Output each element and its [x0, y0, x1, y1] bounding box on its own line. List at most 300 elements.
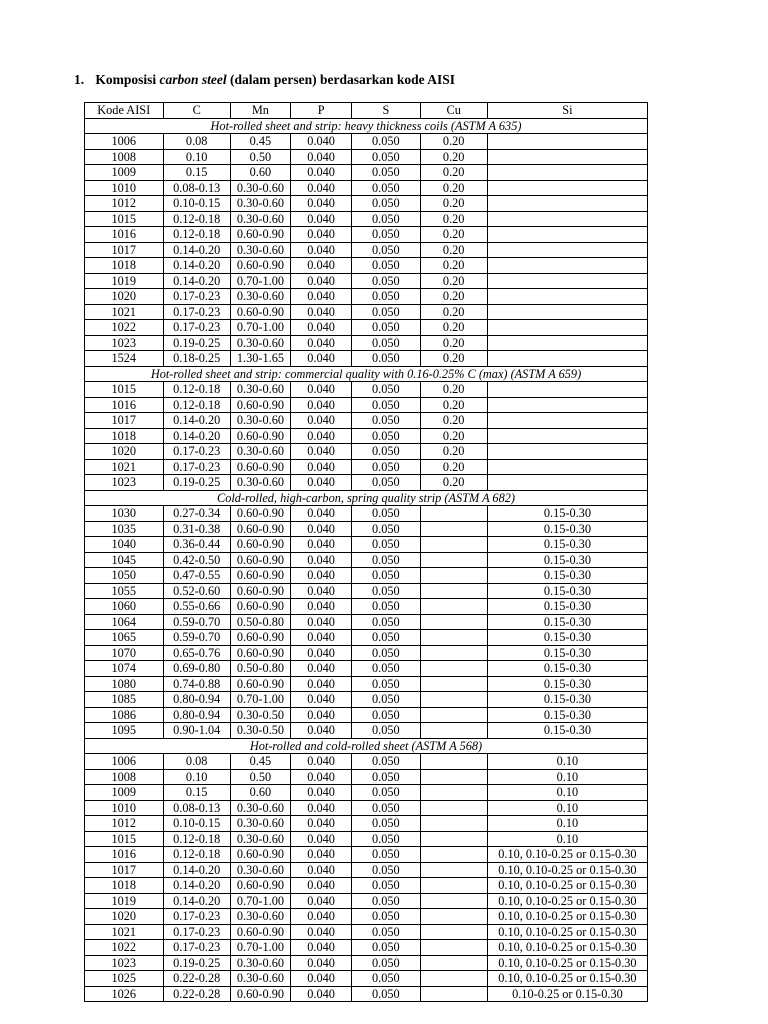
table-cell: 0.15-0.30 — [487, 676, 647, 692]
table-row — [85, 165, 648, 181]
column-header: Mn — [230, 103, 290, 119]
table-cell: 0.70-1.00 — [230, 320, 290, 336]
table-cell: 1080 — [85, 676, 164, 692]
column-header: P — [291, 103, 352, 119]
table-cell: 0.040 — [291, 273, 352, 289]
table-cell — [487, 211, 647, 227]
table-row — [85, 335, 648, 351]
table-cell: 0.59-0.70 — [163, 630, 230, 646]
table-cell: 1015 — [85, 831, 164, 847]
table-cell: 0.36-0.44 — [163, 537, 230, 553]
table-cell: 0.040 — [291, 630, 352, 646]
table-cell — [487, 134, 647, 150]
table-cell: 0.15-0.30 — [487, 599, 647, 615]
table-cell: 0.050 — [352, 335, 420, 351]
table-cell: 1026 — [85, 986, 164, 1002]
table-row — [85, 909, 648, 925]
table-row — [85, 351, 648, 367]
table-cell: 0.30-0.60 — [230, 196, 290, 212]
table-cell: 0.60-0.90 — [230, 537, 290, 553]
table-cell: 1017 — [85, 862, 164, 878]
table-cell: 0.050 — [352, 630, 420, 646]
table-cell: 0.30-0.60 — [230, 335, 290, 351]
table-cell: 1020 — [85, 909, 164, 925]
table-cell: 0.20 — [420, 475, 487, 491]
table-cell: 0.60-0.90 — [230, 521, 290, 537]
table-cell: 1086 — [85, 707, 164, 723]
table-cell — [420, 614, 487, 630]
table-cell: 0.10, 0.10-0.25 or 0.15-0.30 — [487, 924, 647, 940]
heading-text-pre: Komposisi — [95, 72, 157, 87]
table-cell: 0.17-0.23 — [163, 924, 230, 940]
table-cell: 0.60 — [230, 165, 290, 181]
table-cell: 0.17-0.23 — [163, 940, 230, 956]
table-cell: 0.040 — [291, 165, 352, 181]
table-cell: 0.19-0.25 — [163, 955, 230, 971]
table-cell: 0.050 — [352, 242, 420, 258]
table-row — [85, 521, 648, 537]
table-cell: 0.70-1.00 — [230, 893, 290, 909]
table-cell: 0.20 — [420, 289, 487, 305]
table-cell — [487, 273, 647, 289]
table-cell: 0.15-0.30 — [487, 692, 647, 708]
table-cell: 1010 — [85, 800, 164, 816]
table-cell — [487, 397, 647, 413]
table-cell: 1016 — [85, 397, 164, 413]
table-cell: 0.040 — [291, 335, 352, 351]
table-cell — [487, 459, 647, 475]
table-cell: 0.040 — [291, 211, 352, 227]
table-cell: 0.050 — [352, 831, 420, 847]
table-cell: 0.10, 0.10-0.25 or 0.15-0.30 — [487, 971, 647, 987]
table-cell: 0.70-1.00 — [230, 940, 290, 956]
table-cell: 0.050 — [352, 304, 420, 320]
table-cell — [420, 645, 487, 661]
table-cell: 0.050 — [352, 506, 420, 522]
table-cell — [420, 800, 487, 816]
table-row — [85, 878, 648, 894]
table-cell: 0.050 — [352, 273, 420, 289]
table-row — [85, 196, 648, 212]
table-cell: 0.15-0.30 — [487, 537, 647, 553]
table-cell: 0.050 — [352, 413, 420, 429]
table-cell: 0.050 — [352, 397, 420, 413]
table-row — [85, 258, 648, 274]
table-cell: 0.19-0.25 — [163, 335, 230, 351]
table-cell: 0.040 — [291, 382, 352, 398]
table-row — [85, 676, 648, 692]
table-cell: 0.60-0.90 — [230, 397, 290, 413]
table-cell: 0.050 — [352, 723, 420, 739]
table-cell: 0.050 — [352, 707, 420, 723]
table-row — [85, 940, 648, 956]
table-cell: 0.040 — [291, 304, 352, 320]
table-cell: 0.59-0.70 — [163, 614, 230, 630]
table-cell: 0.050 — [352, 847, 420, 863]
table-cell: 0.22-0.28 — [163, 971, 230, 987]
table-cell: 0.040 — [291, 785, 352, 801]
table-cell: 0.050 — [352, 521, 420, 537]
table-cell: 1019 — [85, 893, 164, 909]
table-cell: 0.14-0.20 — [163, 862, 230, 878]
table-cell: 0.65-0.76 — [163, 645, 230, 661]
table-cell: 0.60-0.90 — [230, 428, 290, 444]
table-row — [85, 599, 648, 615]
table-cell: 0.30-0.50 — [230, 723, 290, 739]
column-header: S — [352, 103, 420, 119]
table-cell: 1015 — [85, 211, 164, 227]
table-cell: 0.12-0.18 — [163, 847, 230, 863]
table-cell: 0.10, 0.10-0.25 or 0.15-0.30 — [487, 955, 647, 971]
section-title-row — [85, 490, 648, 506]
column-header: Cu — [420, 103, 487, 119]
table-cell: 0.10 — [487, 800, 647, 816]
table-cell: 0.74-0.88 — [163, 676, 230, 692]
table-cell: 0.040 — [291, 707, 352, 723]
table-cell: 0.70-1.00 — [230, 273, 290, 289]
table-cell — [487, 149, 647, 165]
table-cell: 1012 — [85, 196, 164, 212]
table-cell: 0.30-0.60 — [230, 382, 290, 398]
table-cell: 0.60-0.90 — [230, 986, 290, 1002]
table-cell: 0.08 — [163, 754, 230, 770]
table-cell: 0.80-0.94 — [163, 707, 230, 723]
table-cell: 1008 — [85, 149, 164, 165]
table-cell: 1018 — [85, 258, 164, 274]
table-cell: 0.050 — [352, 940, 420, 956]
table-cell: 1524 — [85, 351, 164, 367]
table-cell: 0.12-0.18 — [163, 227, 230, 243]
table-cell: 0.040 — [291, 552, 352, 568]
table-cell — [420, 707, 487, 723]
table-cell: 0.050 — [352, 537, 420, 553]
table-cell: 0.20 — [420, 273, 487, 289]
table-row — [85, 227, 648, 243]
table-cell: 0.050 — [352, 428, 420, 444]
table-cell: 0.040 — [291, 940, 352, 956]
table-cell: 0.10, 0.10-0.25 or 0.15-0.30 — [487, 909, 647, 925]
table-cell: 0.040 — [291, 599, 352, 615]
table-cell: 0.050 — [352, 258, 420, 274]
table-cell: 0.050 — [352, 211, 420, 227]
table-row — [85, 242, 648, 258]
table-cell — [487, 320, 647, 336]
table-row — [85, 320, 648, 336]
table-row — [85, 459, 648, 475]
table-cell: 0.040 — [291, 521, 352, 537]
table-cell — [420, 568, 487, 584]
table-cell: 0.30-0.60 — [230, 862, 290, 878]
table-cell: 0.45 — [230, 134, 290, 150]
table-cell: 0.60-0.90 — [230, 258, 290, 274]
table-cell: 1022 — [85, 940, 164, 956]
table-row — [85, 444, 648, 460]
table-cell: 1006 — [85, 134, 164, 150]
table-cell: 0.60 — [230, 785, 290, 801]
table-cell: 0.90-1.04 — [163, 723, 230, 739]
table-cell: 0.050 — [352, 134, 420, 150]
table-cell: 1055 — [85, 583, 164, 599]
table-cell: 0.15-0.30 — [487, 552, 647, 568]
column-header: C — [163, 103, 230, 119]
table-cell: 0.20 — [420, 351, 487, 367]
table-cell — [420, 971, 487, 987]
table-cell: 0.15-0.30 — [487, 521, 647, 537]
table-cell: 0.040 — [291, 692, 352, 708]
table-cell: 0.10 — [487, 831, 647, 847]
table-cell: 0.30-0.60 — [230, 444, 290, 460]
table-cell — [487, 413, 647, 429]
table-cell — [420, 676, 487, 692]
section-title-row — [85, 366, 648, 382]
table-cell: 0.20 — [420, 413, 487, 429]
table-cell: 1023 — [85, 955, 164, 971]
table-cell: 0.040 — [291, 180, 352, 196]
table-cell: 0.040 — [291, 134, 352, 150]
table-row — [85, 475, 648, 491]
table-cell: 0.30-0.60 — [230, 242, 290, 258]
table-cell — [487, 196, 647, 212]
table-cell: 0.050 — [352, 180, 420, 196]
table-cell: 0.050 — [352, 769, 420, 785]
table-cell: 0.050 — [352, 800, 420, 816]
table-cell — [420, 552, 487, 568]
table-cell: 0.14-0.20 — [163, 273, 230, 289]
table-cell: 0.050 — [352, 816, 420, 832]
table-cell: 0.040 — [291, 754, 352, 770]
table-cell: 0.50 — [230, 149, 290, 165]
table-cell — [420, 506, 487, 522]
table-cell: 0.30-0.60 — [230, 800, 290, 816]
table-cell: 1021 — [85, 459, 164, 475]
table-cell: 0.17-0.23 — [163, 304, 230, 320]
table-cell: 0.10 — [487, 785, 647, 801]
table-cell: 0.20 — [420, 149, 487, 165]
table-row — [85, 800, 648, 816]
table-cell — [420, 831, 487, 847]
table-cell: 0.14-0.20 — [163, 413, 230, 429]
table-cell: 0.10, 0.10-0.25 or 0.15-0.30 — [487, 847, 647, 863]
table-cell: 0.30-0.50 — [230, 707, 290, 723]
table-cell: 0.31-0.38 — [163, 521, 230, 537]
table-cell: 0.60-0.90 — [230, 459, 290, 475]
table-cell: 0.040 — [291, 397, 352, 413]
table-cell: 0.10 — [487, 769, 647, 785]
table-cell: 1018 — [85, 428, 164, 444]
table-cell: 0.050 — [352, 568, 420, 584]
table-cell: 0.14-0.20 — [163, 258, 230, 274]
table-cell: 1023 — [85, 475, 164, 491]
table-cell: 0.040 — [291, 971, 352, 987]
table-cell — [487, 304, 647, 320]
table-cell — [487, 444, 647, 460]
table-cell: 0.14-0.20 — [163, 428, 230, 444]
table-cell: 0.050 — [352, 599, 420, 615]
table-row — [85, 413, 648, 429]
table-cell: 0.30-0.60 — [230, 211, 290, 227]
table-row — [85, 397, 648, 413]
table-cell: 0.20 — [420, 428, 487, 444]
table-cell: 0.12-0.18 — [163, 397, 230, 413]
table-row — [85, 304, 648, 320]
table-cell: 0.15-0.30 — [487, 614, 647, 630]
table-cell: 0.040 — [291, 583, 352, 599]
table-cell — [487, 335, 647, 351]
table-cell: 0.60-0.90 — [230, 583, 290, 599]
table-cell: 1012 — [85, 816, 164, 832]
table-cell: 1035 — [85, 521, 164, 537]
table-cell: 0.60-0.90 — [230, 676, 290, 692]
table-cell: 0.15-0.30 — [487, 630, 647, 646]
table-row — [85, 645, 648, 661]
table-cell: 0.040 — [291, 289, 352, 305]
table-cell: 0.050 — [352, 785, 420, 801]
table-cell: 0.60-0.90 — [230, 878, 290, 894]
table-cell — [487, 475, 647, 491]
table-cell: 1019 — [85, 273, 164, 289]
table-cell: 0.80-0.94 — [163, 692, 230, 708]
table-cell: 1023 — [85, 335, 164, 351]
table-cell: 0.050 — [352, 165, 420, 181]
table-cell: 0.10 — [487, 754, 647, 770]
table-cell: 1074 — [85, 661, 164, 677]
table-cell: 0.15 — [163, 785, 230, 801]
table-cell: 0.040 — [291, 723, 352, 739]
table-cell: 0.050 — [352, 692, 420, 708]
table-cell: 0.15-0.30 — [487, 723, 647, 739]
table-cell: 0.040 — [291, 537, 352, 553]
table-cell: 0.040 — [291, 924, 352, 940]
table-row — [85, 707, 648, 723]
table-cell — [420, 661, 487, 677]
table-cell — [487, 180, 647, 196]
table-row — [85, 552, 648, 568]
table-cell — [420, 692, 487, 708]
table-cell: 1021 — [85, 924, 164, 940]
table-cell: 0.040 — [291, 413, 352, 429]
table-row — [85, 785, 648, 801]
table-row — [85, 924, 648, 940]
table-cell: 0.60-0.90 — [230, 506, 290, 522]
table-cell: 0.10-0.15 — [163, 196, 230, 212]
table-cell: 0.14-0.20 — [163, 242, 230, 258]
table-cell: 0.050 — [352, 583, 420, 599]
table-cell: 0.040 — [291, 847, 352, 863]
table-cell: 0.050 — [352, 351, 420, 367]
table-cell: 0.27-0.34 — [163, 506, 230, 522]
table-cell — [487, 258, 647, 274]
table-cell: 0.20 — [420, 397, 487, 413]
table-cell: 1040 — [85, 537, 164, 553]
table-cell: 0.17-0.23 — [163, 459, 230, 475]
table-cell — [420, 924, 487, 940]
table-cell: 0.60-0.90 — [230, 552, 290, 568]
table-cell: 0.42-0.50 — [163, 552, 230, 568]
table-cell: 0.30-0.60 — [230, 475, 290, 491]
table-cell: 1009 — [85, 785, 164, 801]
table-cell: 0.040 — [291, 893, 352, 909]
table-cell: 0.040 — [291, 459, 352, 475]
table-cell: 0.050 — [352, 320, 420, 336]
table-row — [85, 955, 648, 971]
table-cell: 0.55-0.66 — [163, 599, 230, 615]
table-row — [85, 971, 648, 987]
table-row — [85, 428, 648, 444]
table-cell: 0.050 — [352, 382, 420, 398]
table-cell: 0.12-0.18 — [163, 382, 230, 398]
table-cell: 1010 — [85, 180, 164, 196]
table-cell: 0.20 — [420, 165, 487, 181]
table-cell: 0.20 — [420, 134, 487, 150]
table-cell: 1025 — [85, 971, 164, 987]
table-cell: 1030 — [85, 506, 164, 522]
section-title: Cold-rolled, high-carbon, spring quality strip (ASTM A 682) — [85, 490, 648, 506]
table-row — [85, 289, 648, 305]
table-cell: 0.60-0.90 — [230, 227, 290, 243]
section-title: Hot-rolled sheet and strip: heavy thickness coils (ASTM A 635) — [85, 118, 648, 134]
table-cell: 0.050 — [352, 878, 420, 894]
table-cell: 1008 — [85, 769, 164, 785]
section-title: Hot-rolled and cold-rolled sheet (ASTM A 568) — [85, 738, 648, 754]
table-row — [85, 568, 648, 584]
table-row — [85, 614, 648, 630]
table-cell: 0.30-0.60 — [230, 413, 290, 429]
table-row — [85, 273, 648, 289]
table-cell — [420, 986, 487, 1002]
table-cell: 0.60-0.90 — [230, 645, 290, 661]
table-cell: 1.30-1.65 — [230, 351, 290, 367]
heading-text-emphasis: carbon steel — [159, 72, 227, 87]
table-cell: 0.10 — [163, 769, 230, 785]
table-cell: 0.050 — [352, 893, 420, 909]
heading-text-post: (dalam persen) berdasarkan kode AISI — [230, 72, 456, 87]
table-cell: 0.040 — [291, 878, 352, 894]
table-cell: 0.040 — [291, 862, 352, 878]
table-cell: 0.050 — [352, 676, 420, 692]
table-row — [85, 382, 648, 398]
table-cell: 0.050 — [352, 955, 420, 971]
table-cell: 0.050 — [352, 986, 420, 1002]
table-cell: 1095 — [85, 723, 164, 739]
table-cell: 1050 — [85, 568, 164, 584]
table-cell: 0.17-0.23 — [163, 289, 230, 305]
table-cell: 0.050 — [352, 459, 420, 475]
table-cell: 0.20 — [420, 211, 487, 227]
header-row — [85, 103, 648, 119]
table-cell: 0.040 — [291, 196, 352, 212]
table-cell: 0.30-0.60 — [230, 955, 290, 971]
table-cell: 0.20 — [420, 196, 487, 212]
table-cell: 0.20 — [420, 242, 487, 258]
table-cell: 0.040 — [291, 986, 352, 1002]
table-cell: 0.10, 0.10-0.25 or 0.15-0.30 — [487, 862, 647, 878]
table-cell: 1065 — [85, 630, 164, 646]
table-cell: 0.30-0.60 — [230, 909, 290, 925]
table-row — [85, 831, 648, 847]
table-cell: 0.19-0.25 — [163, 475, 230, 491]
table-cell: 0.15-0.30 — [487, 506, 647, 522]
table-cell: 0.050 — [352, 661, 420, 677]
table-row — [85, 661, 648, 677]
table-cell: 0.050 — [352, 475, 420, 491]
table-row — [85, 754, 648, 770]
table-cell: 0.15-0.30 — [487, 661, 647, 677]
table-cell: 1022 — [85, 320, 164, 336]
table-cell: 0.52-0.60 — [163, 583, 230, 599]
table-cell: 0.60-0.90 — [230, 599, 290, 615]
table-cell: 0.050 — [352, 149, 420, 165]
table-cell: 0.30-0.60 — [230, 971, 290, 987]
